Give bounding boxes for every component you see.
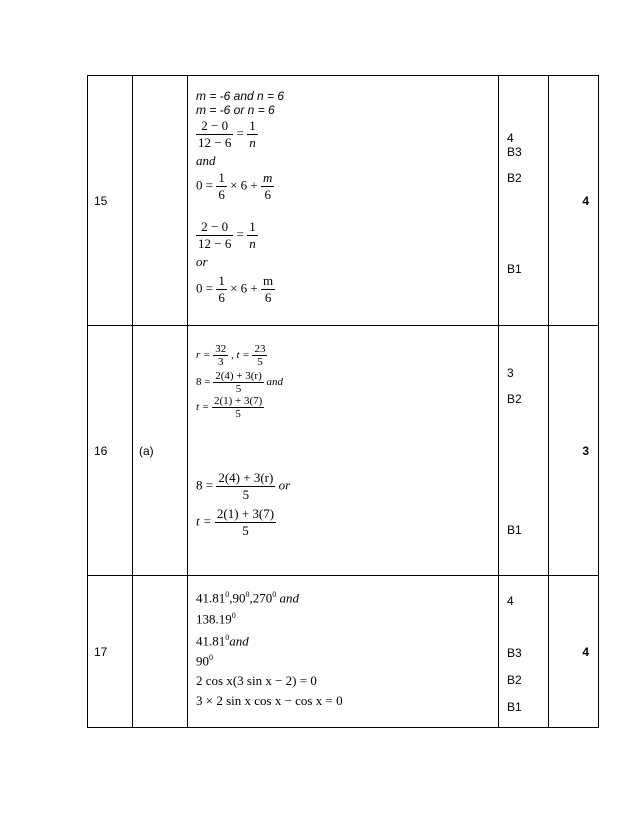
- fraction: [212, 395, 264, 420]
- marks-cell: [499, 326, 549, 576]
- denominator: 6: [261, 289, 275, 306]
- numerator: 23: [254, 343, 266, 355]
- working-equation: [196, 370, 283, 395]
- numerator: m: [263, 273, 274, 288]
- working-line: or: [196, 254, 208, 269]
- fraction: [213, 370, 264, 395]
- equation-lhs: r =: [196, 349, 211, 362]
- question-part: [133, 576, 188, 728]
- fraction: [216, 170, 227, 203]
- mark-label: 4: [507, 594, 514, 608]
- degree-mark: 0: [272, 590, 277, 599]
- mark-label: B2: [507, 171, 522, 185]
- working-line: and: [196, 153, 216, 168]
- angle-value: 138.19: [196, 611, 232, 627]
- working-equation: [196, 273, 275, 306]
- mark-label: B2: [507, 392, 522, 406]
- denominator: 5: [216, 486, 275, 503]
- fraction: [215, 506, 276, 539]
- question-number: 17: [88, 576, 133, 728]
- numerator: m: [263, 170, 273, 185]
- angle-value: 41.81: [196, 633, 226, 649]
- numerator: 2(4) + 3(r): [215, 370, 262, 382]
- degree-mark: 0: [209, 653, 213, 662]
- equals-sign: =: [236, 125, 244, 141]
- denominator: 12 − 6: [198, 135, 232, 150]
- denominator: 6: [218, 187, 225, 202]
- fraction: [247, 118, 258, 151]
- marks-cell: [499, 76, 549, 326]
- degree-mark: 0: [225, 633, 230, 642]
- fraction: [247, 219, 258, 252]
- denominator: 5: [213, 382, 264, 395]
- equation-operator: × 6 +: [230, 280, 258, 296]
- working-equation: [196, 343, 267, 368]
- table-row-q16: [88, 326, 599, 576]
- fraction: [216, 273, 227, 306]
- working-line: m = -6 or n = 6: [196, 103, 275, 117]
- denominator: 12 − 6: [198, 236, 232, 251]
- working-equation: 3 × 2 sin x cos x − cos x = 0: [196, 693, 343, 708]
- equation-operator: × 6 +: [230, 177, 258, 193]
- question-number: 16: [88, 326, 133, 576]
- working-cell: [188, 326, 499, 576]
- degree-mark: 0: [245, 590, 250, 599]
- fraction: [196, 118, 233, 151]
- working-word: or: [278, 477, 291, 493]
- marks-cell: [499, 576, 549, 728]
- denominator: n: [249, 236, 256, 251]
- equation-lhs: t =: [196, 401, 210, 414]
- degree-mark: 0: [225, 590, 230, 599]
- working-equation: [196, 506, 276, 539]
- fraction: [261, 170, 274, 203]
- denominator: 5: [212, 407, 264, 420]
- working-line: [196, 590, 299, 606]
- denominator: 5: [215, 522, 276, 539]
- fraction: [216, 470, 275, 503]
- mark-label: 3: [507, 366, 514, 380]
- working-equation: [196, 118, 258, 151]
- numerator: 2(1) + 3(7): [216, 506, 275, 521]
- total-marks: 3: [549, 326, 599, 576]
- working-line: [196, 611, 236, 627]
- equation-lhs: 0 =: [196, 280, 214, 296]
- equation-lhs: 8 =: [196, 477, 214, 493]
- numerator: 2(1) + 3(7): [213, 395, 263, 407]
- angle-value: 41.81: [196, 590, 226, 606]
- total-marks: 4: [549, 76, 599, 326]
- working-cell: [188, 576, 499, 728]
- mark-label: B1: [507, 262, 522, 276]
- question-part: [133, 76, 188, 326]
- marking-scheme-table: [87, 75, 599, 728]
- marking-scheme: [87, 75, 598, 727]
- working-line: m = -6 and n = 6: [196, 89, 285, 103]
- denominator: 5: [252, 355, 267, 368]
- working-equation: 2 cos x(3 sin x − 2) = 0: [196, 673, 317, 688]
- working-line: [196, 633, 249, 649]
- denominator: 6: [261, 186, 274, 203]
- mark-label: B3: [507, 646, 522, 660]
- total-marks: 4: [549, 576, 599, 728]
- degree-mark: 0: [231, 611, 236, 620]
- working-cell: [188, 76, 499, 326]
- mark-label: 4: [507, 131, 514, 145]
- mark-label: B3: [507, 145, 522, 159]
- denominator: 3: [213, 355, 228, 368]
- equation-lhs: , t =: [230, 349, 250, 362]
- numerator: 1: [218, 170, 225, 185]
- fraction: [252, 343, 267, 368]
- question-number: 15: [88, 76, 133, 326]
- mark-label: B1: [507, 523, 522, 537]
- working-word: and: [266, 376, 283, 389]
- working-word: and: [276, 590, 299, 606]
- equals-sign: =: [236, 226, 244, 242]
- working-equation: [196, 395, 264, 420]
- working-line: [196, 653, 213, 669]
- question-part: (a): [133, 326, 188, 576]
- table-row-q17: [88, 576, 599, 728]
- numerator: 2(4) + 3(r): [218, 470, 274, 485]
- fraction: [213, 343, 228, 368]
- angle-value: 90: [196, 653, 209, 669]
- working-equation: [196, 470, 290, 503]
- numerator: 1: [218, 273, 225, 288]
- mark-label: B1: [507, 700, 522, 714]
- fraction: [261, 273, 275, 306]
- table-row-q15: [88, 76, 599, 326]
- numerator: 2 − 0: [201, 219, 229, 234]
- numerator: 1: [249, 219, 256, 234]
- angle-value: ,90: [229, 590, 246, 606]
- mark-label: B2: [507, 673, 522, 687]
- denominator: 6: [218, 290, 225, 305]
- numerator: 1: [249, 118, 256, 133]
- numerator: 2 − 0: [201, 118, 229, 133]
- denominator: n: [249, 135, 256, 150]
- fraction: [196, 219, 233, 252]
- working-equation: [196, 170, 274, 203]
- working-word: and: [229, 633, 249, 649]
- equation-lhs: 8 =: [196, 376, 211, 389]
- equation-lhs: t =: [196, 513, 212, 529]
- numerator: 32: [215, 343, 227, 355]
- angle-value: ,270: [249, 590, 273, 606]
- equation-lhs: 0 =: [196, 177, 214, 193]
- working-equation: [196, 219, 258, 252]
